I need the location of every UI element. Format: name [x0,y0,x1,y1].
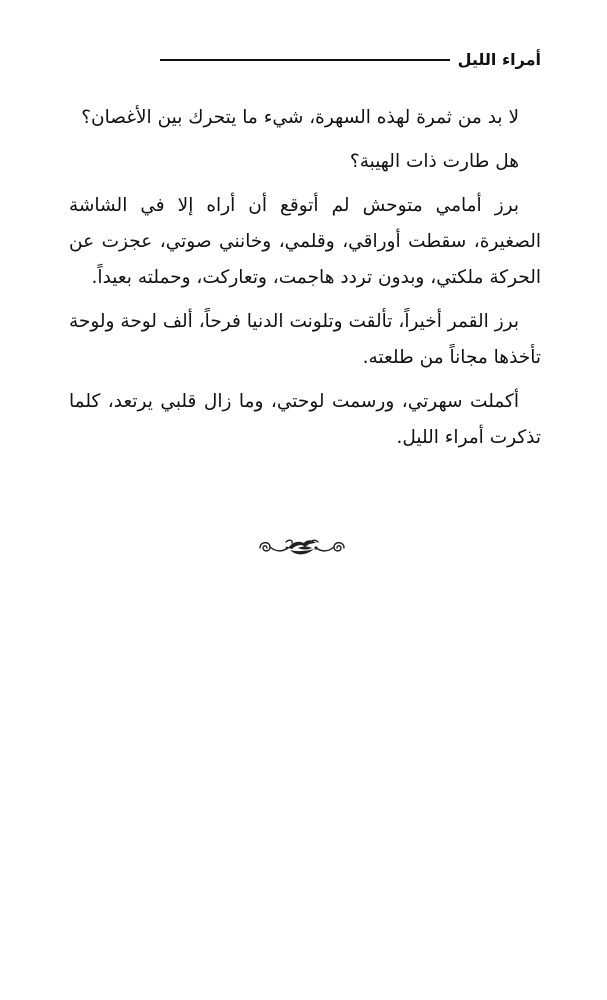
paragraph: برز أمامي متوحش لم أتوقع أن أراه إلا في الشاشة الصغيرة، سقطت أوراقي، وقلمي، وخانني صوتي، عجزت عن الحركة ملكتي، وبدون تردد هاجمت، وتعاركت، وحملته بعيداً. [69,195,541,288]
paragraph: هل طارت ذات الهيبة؟ [349,151,519,172]
paragraph: لا بد من ثمرة لهذه السهرة، شيء ما يتحرك بين الأغصان؟ [81,107,519,128]
paragraph: برز القمر أخيراً، تألقت وتلونت الدنيا فرحاً، ألف لوحة ولوحة تأخذها مجاناً من طلعته. [69,311,541,368]
header-rule [160,59,450,61]
running-header [160,40,541,80]
chapter-body [69,100,541,464]
floral-divider-icon [250,530,354,566]
paragraph: أكملت سهرتي، ورسمت لوحتي، وما زال قلبي يرتعد، كلما تذكرت أمراء الليل. [69,391,541,448]
chapter-title: أمراء الليل [457,50,541,69]
